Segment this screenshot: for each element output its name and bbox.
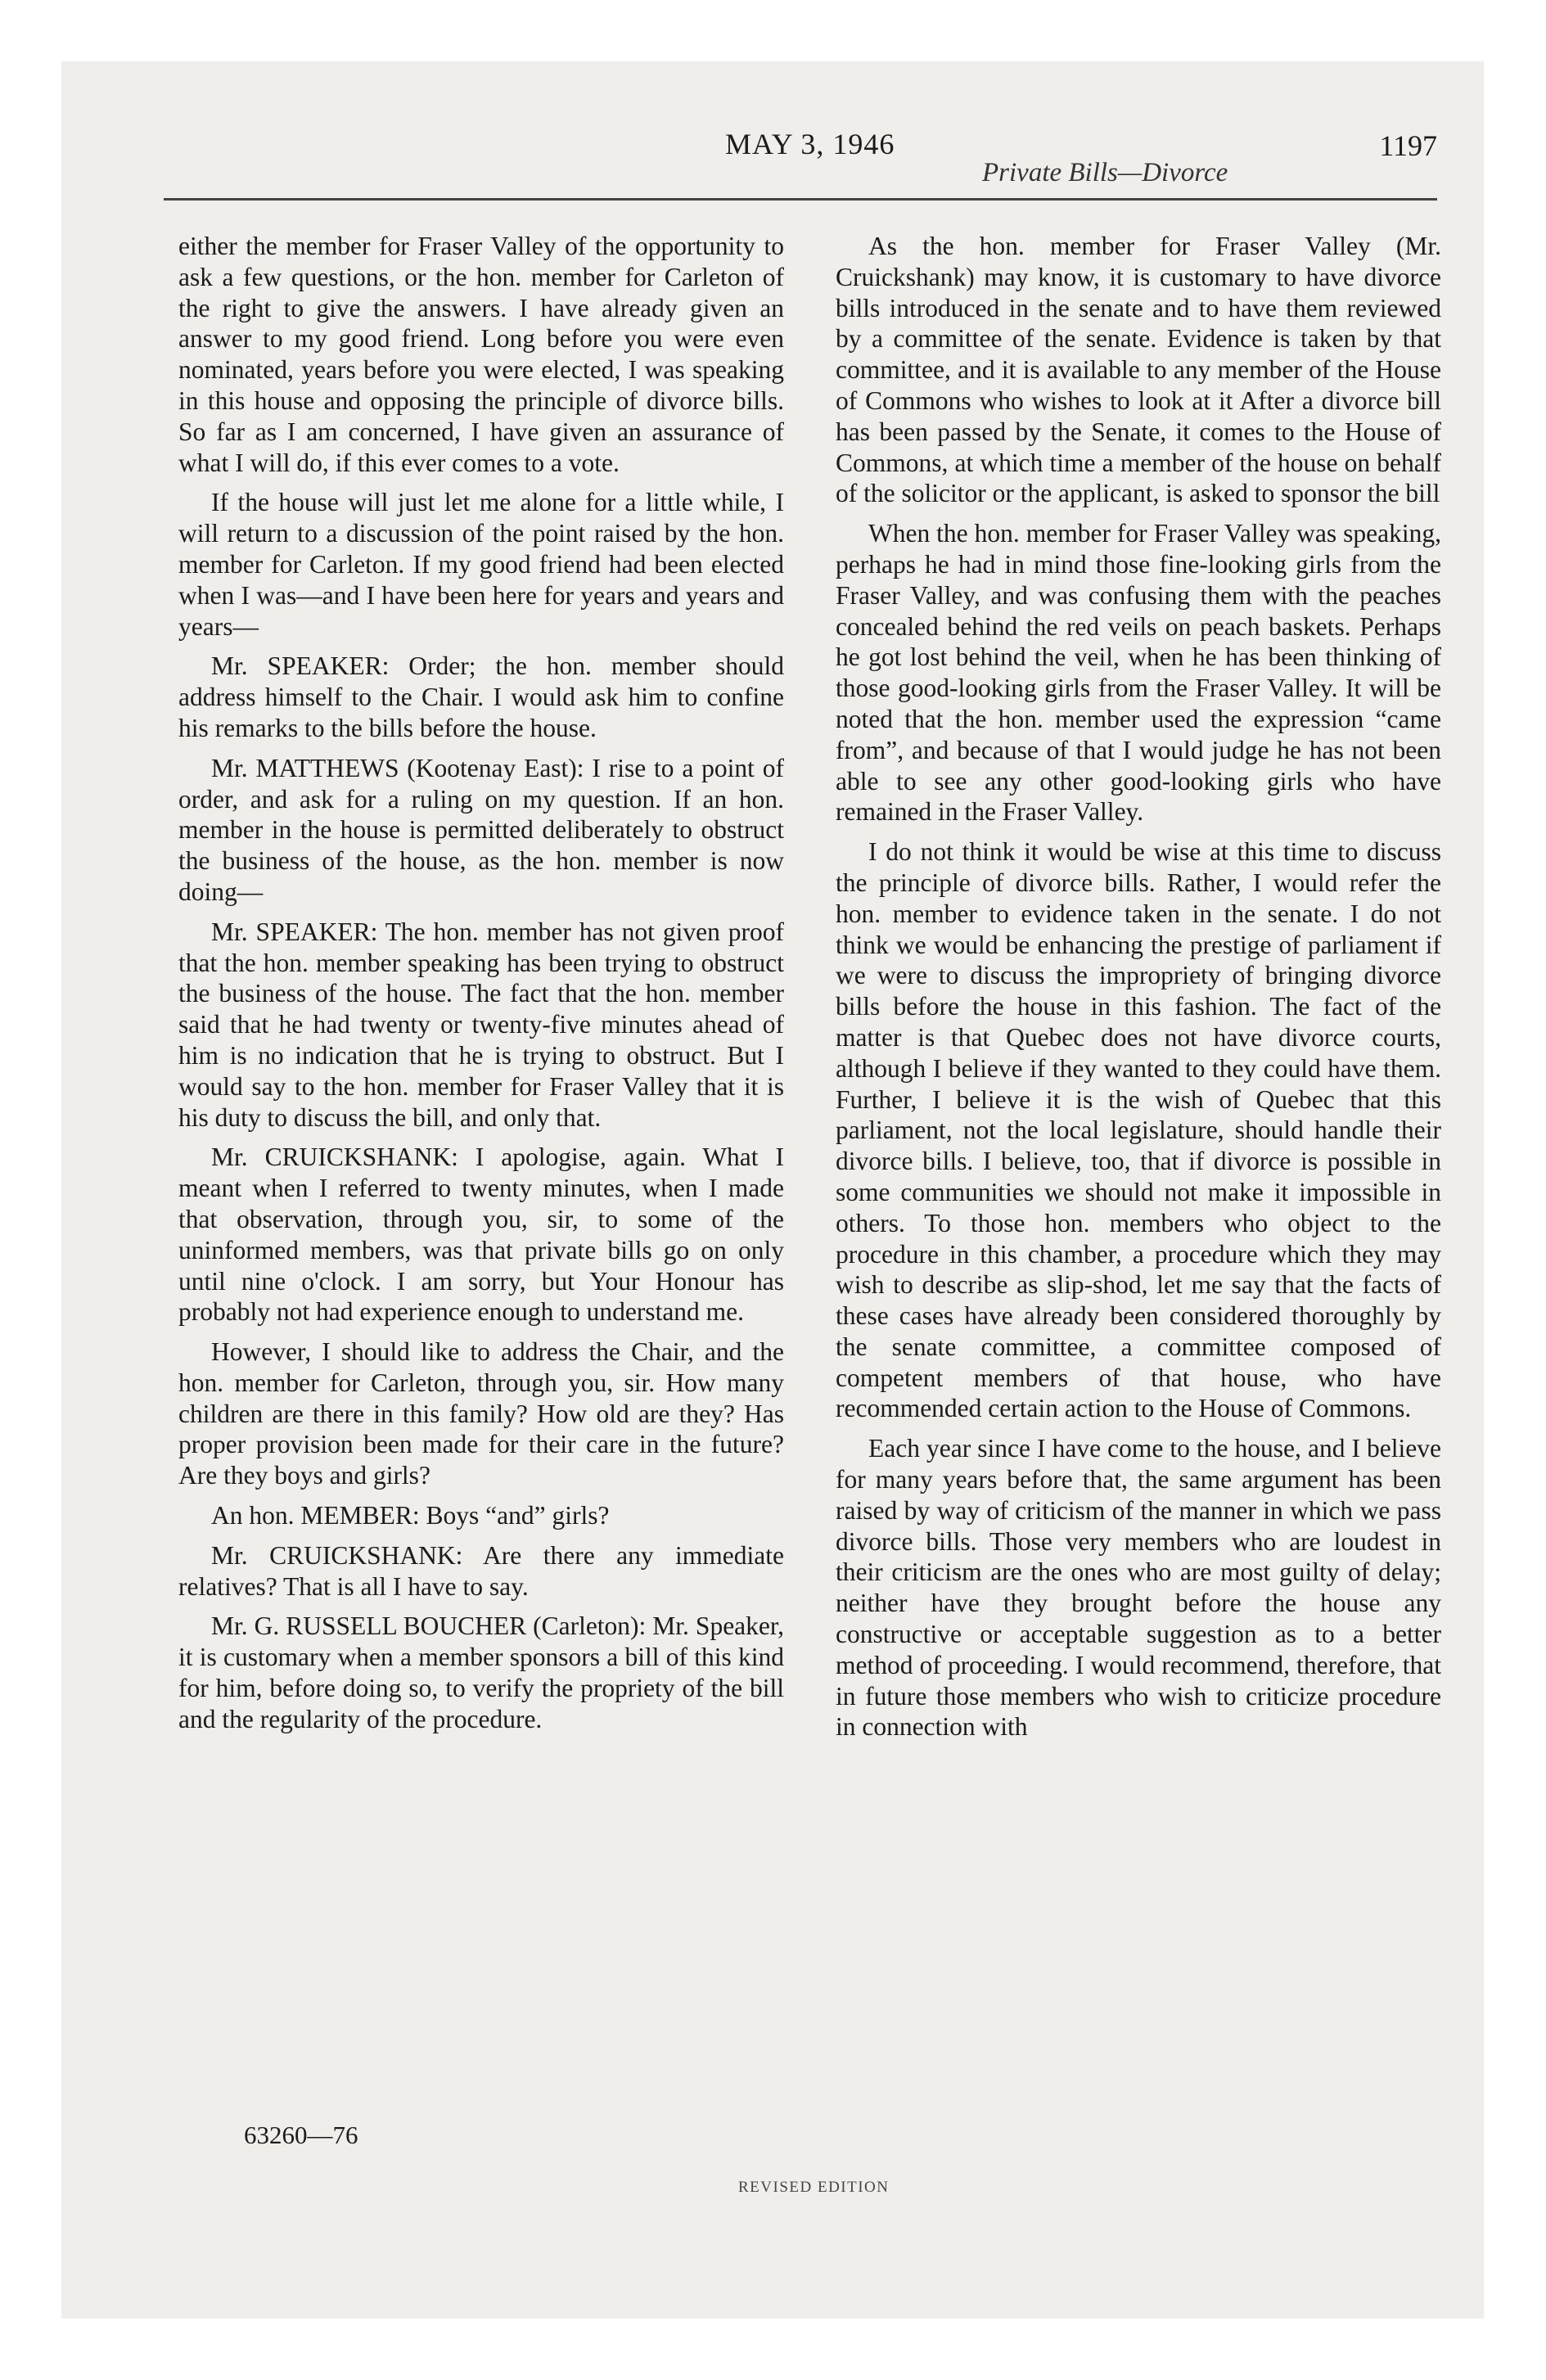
left-paragraph: Mr. CRUICKSHANK: I apologise, again. What I meant when I referred to twenty minutes, when I made that observation, through you, sir, to some of the uninformed members, was that private bills go on only until nine o'clock. I am sorry, but Your Honour has probably not had experience enough to understand me. (178, 1143, 784, 1327)
running-title: Private Bills—Divorce (982, 158, 1228, 187)
edition-note: REVISED EDITION (738, 2179, 890, 2196)
header-rule (164, 198, 1437, 201)
page-header (164, 127, 1437, 192)
left-paragraph: Mr. CRUICKSHANK: Are there any immediate relatives? That is all I have to say. (178, 1540, 784, 1601)
right-column (836, 231, 1441, 1742)
page-date: MAY 3, 1946 (725, 128, 895, 160)
left-column (178, 231, 784, 1735)
left-paragraph: Mr. SPEAKER: The hon. member has not given proof that the hon. member speaking has been trying to obstruct the business of the house. The fact that the hon. member said that he had twenty or twenty-five minutes ahead of him is no indication that he is trying to obstruct. But I would say to the hon. member for Fraser Valley that it is his duty to discuss the bill, and only that. (178, 917, 784, 1132)
left-paragraph: An hon. MEMBER: Boys “and” girls? (211, 1501, 610, 1530)
left-paragraph: However, I should like to address the Chair, and the hon. member for Carleton, through you, sir. How many children are there in this family? How old are they? Has proper provision been made for their care in the future? Are they boys and girls? (178, 1337, 784, 1490)
left-paragraph: Mr. G. RUSSELL BOUCHER (Carleton): Mr. Speaker, it is customary when a member sponsors a bill of this kind for him, before doing so, to verify the propriety of the bill and the regularity of the procedure. (178, 1611, 784, 1733)
left-paragraph: Mr. SPEAKER: Order; the hon. member should address himself to the Chair. I would ask him to confine his remarks to the bills before the house. (178, 651, 784, 742)
right-paragraph: As the hon. member for Fraser Valley (Mr. Cruickshank) may know, it is customary to have divorce bills introduced in the senate and to have them reviewed by a committee of the senate. Evidence is taken by that committee, and it is available to any member of the House of Commons who wishes to look at it After a divorce bill has been passed by the Senate, it comes to the House of Commons, at which time a member of the house on behalf of the solicitor or the applicant, is asked to sponsor the bill (836, 232, 1441, 508)
printer-signature: 63260—76 (244, 2121, 358, 2149)
page-number: 1197 (1379, 129, 1437, 162)
left-paragraph: Mr. MATTHEWS (Kootenay East): I rise to a point of order, and ask for a ruling on my question. If an hon. member in the house is permitted deliberately to obstruct the business of the house, as the hon. member is now doing— (178, 753, 784, 906)
left-paragraph: If the house will just let me alone for a little while, I will return to a discussion of the point raised by the hon. member for Carleton. If my good friend had been elected when I was—and I have been here for years and years and years— (178, 488, 784, 641)
right-paragraph: Each year since I have come to the house, and I believe for many years before that, the same argument has been raised by way of criticism of the manner in which we pass divorce bills. Those very members who are loudest in their criticism are the ones who are most guilty of delay; neither have they brought before the house any constructive or acceptable suggestion as to a better method of proceeding. I would recommend, therefore, that in future those members who wish to criticize procedure in connection with (836, 1434, 1441, 1742)
right-paragraph: I do not think it would be wise at this time to discuss the principle of divorce bills. Rather, I would refer the hon. member to evidence taken in the senate. I do not think we would be enhancing the prestige of parliament if we were to discuss the impropriety of bringing divorce bills before the house in this fashion. The fact of the matter is that Quebec does not have divorce courts, although I believe if they wanted to they could have them. Further, I believe it is the wish of Quebec that this parliament, not the local legislature, should handle their divorce bills. I believe, too, that if divorce is possible in some communities we should not make it impossible in others. To those hon. members who object to the procedure in this chamber, a procedure which they may wish to describe as slip-shod, let me say that the facts of these cases have already been considered thoroughly by the senate committee, a committee composed of competent members of that house, who have recommended certain action to the House of Commons. (836, 837, 1441, 1423)
left-paragraph: either the member for Fraser Valley of the opportunity to ask a few questions, or the hon. member for Carleton of the right to give the answers. I have already given an answer to my good friend. Long before you were even nominated, years before you were elected, I was speaking in this house and opposing the principle of divorce bills. So far as I am concerned, I have given an assurance of what I will do, if this ever comes to a vote. (178, 232, 784, 477)
right-paragraph: When the hon. member for Fraser Valley was speaking, perhaps he had in mind those fine-looking girls from the Fraser Valley, and was confusing them with the peaches concealed behind the red veils on peach baskets. Perhaps he got lost behind the veil, when he has been thinking of those good-looking girls from the Fraser Valley. It will be noted that the hon. member used the expression “came from”, and because of that I would judge he has not been able to see any other good-looking girls who have remained in the Fraser Valley. (836, 519, 1441, 827)
